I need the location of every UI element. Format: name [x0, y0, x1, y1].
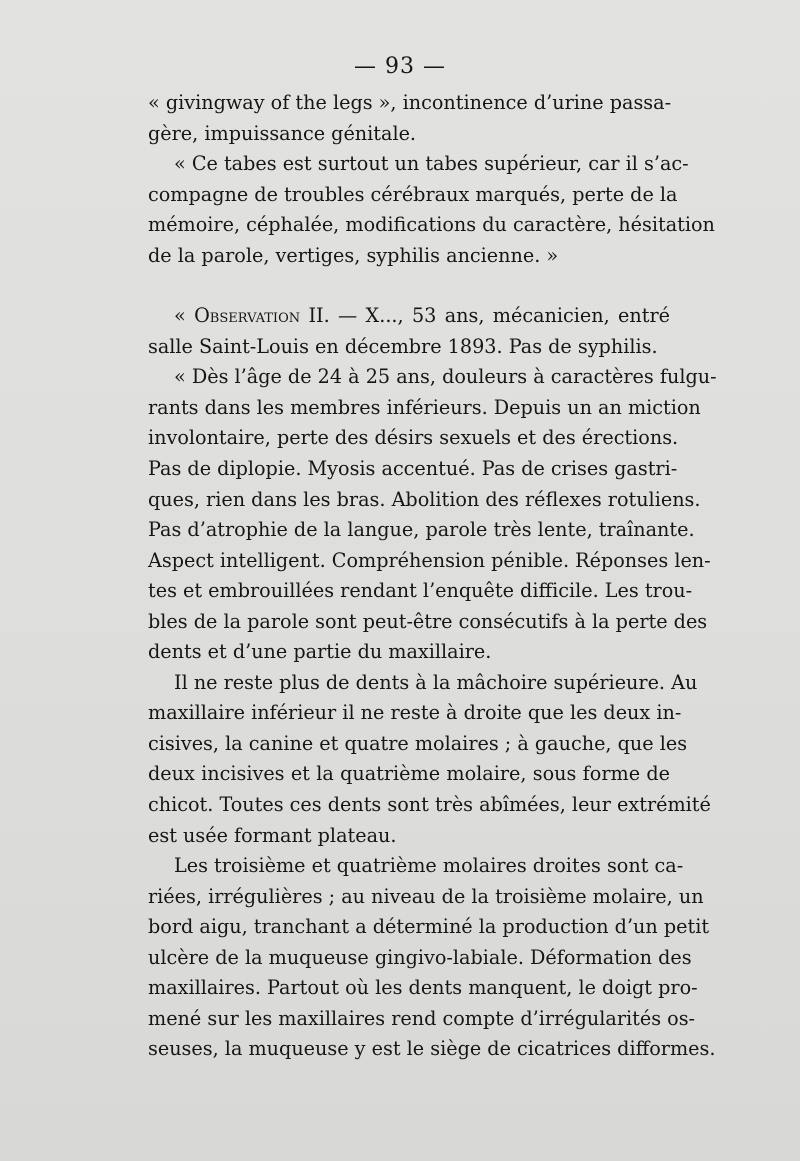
text-line: Aspect intelligent. Compréhension pénible. Réponses len-	[148, 548, 711, 572]
text-line: dents et d’une partie du maxillaire.	[148, 640, 492, 664]
text-line: « givingway of the legs », incontinence d’urine passa-	[148, 91, 672, 114]
text-line: maxillaire inférieur il ne reste à droite que les deux in-	[148, 701, 682, 725]
text-line: ulcère de la muqueuse gingivo-labiale. Déformation des	[148, 945, 692, 969]
paragraph-gap	[148, 271, 670, 301]
text-line: « Ce tabes est surtout un tabes supérieur, car il s’ac-	[174, 152, 689, 176]
quote-mark: «	[174, 304, 195, 328]
observation-label: Observation II.	[194, 304, 330, 328]
text-line: rants dans les membres inférieurs. Depuis un an miction	[148, 395, 701, 419]
text-line: seuses, la muqueuse y est le siège de cicatrices difformes.	[148, 1037, 716, 1061]
text-line: ques, rien dans les bras. Abolition des réflexes rotuliens.	[148, 487, 701, 511]
text-line: compagne de troubles cérébraux marqués, perte de la	[148, 182, 678, 206]
body-text	[148, 88, 717, 1065]
page-number: — 93 —	[354, 54, 446, 79]
text-line: deux incisives et la quatrième molaire, sous forme de	[148, 762, 670, 786]
text-line: cisives, la canine et quatre molaires ; à gauche, que les	[148, 731, 688, 755]
text-line: de la parole, vertiges, syphilis ancienne. »	[148, 243, 559, 267]
text-line: Pas de diplopie. Myosis accentué. Pas de crises gastri-	[148, 457, 678, 481]
text-line: « Dès l’âge de 24 à 25 ans, douleurs à caractères fulgu-	[174, 365, 717, 389]
observation-heading-line	[148, 301, 670, 332]
text-line: est usée formant plateau.	[148, 823, 397, 847]
text-line: Il ne reste plus de dents à la mâchoire supérieure. Au	[174, 670, 698, 694]
text-line: maxillaires. Partout où les dents manquent, le doigt pro-	[148, 976, 698, 1000]
observation-details: — X..., 53 ans, mécanicien, entré	[329, 304, 670, 328]
text-line: riées, irrégulières ; au niveau de la troisième molaire, un	[148, 884, 704, 908]
text-line: bles de la parole sont peut-être consécutifs à la perte des	[148, 609, 708, 633]
text-line: bord aigu, tranchant a déterminé la production d’un petit	[148, 915, 710, 939]
text-line: involontaire, perte des désirs sexuels et des érections.	[148, 426, 679, 450]
text-line: tes et embrouillées rendant l’enquête difficile. Les trou-	[148, 579, 693, 603]
text-line: mémoire, céphalée, modifications du caractère, hésitation	[148, 213, 715, 237]
text-line: gère, impuissance génitale.	[148, 121, 417, 145]
text-line: Les troisième et quatrième molaires droites sont ca-	[174, 854, 684, 878]
text-line: salle Saint-Louis en décembre 1893. Pas de syphilis.	[148, 334, 658, 358]
text-line: mené sur les maxillaires rend compte d’irrégularités os-	[148, 1006, 696, 1030]
text-line: Pas d’atrophie de la langue, parole très lente, traînante.	[148, 518, 695, 542]
text-line: chicot. Toutes ces dents sont très abîmées, leur extrémité	[148, 793, 711, 817]
